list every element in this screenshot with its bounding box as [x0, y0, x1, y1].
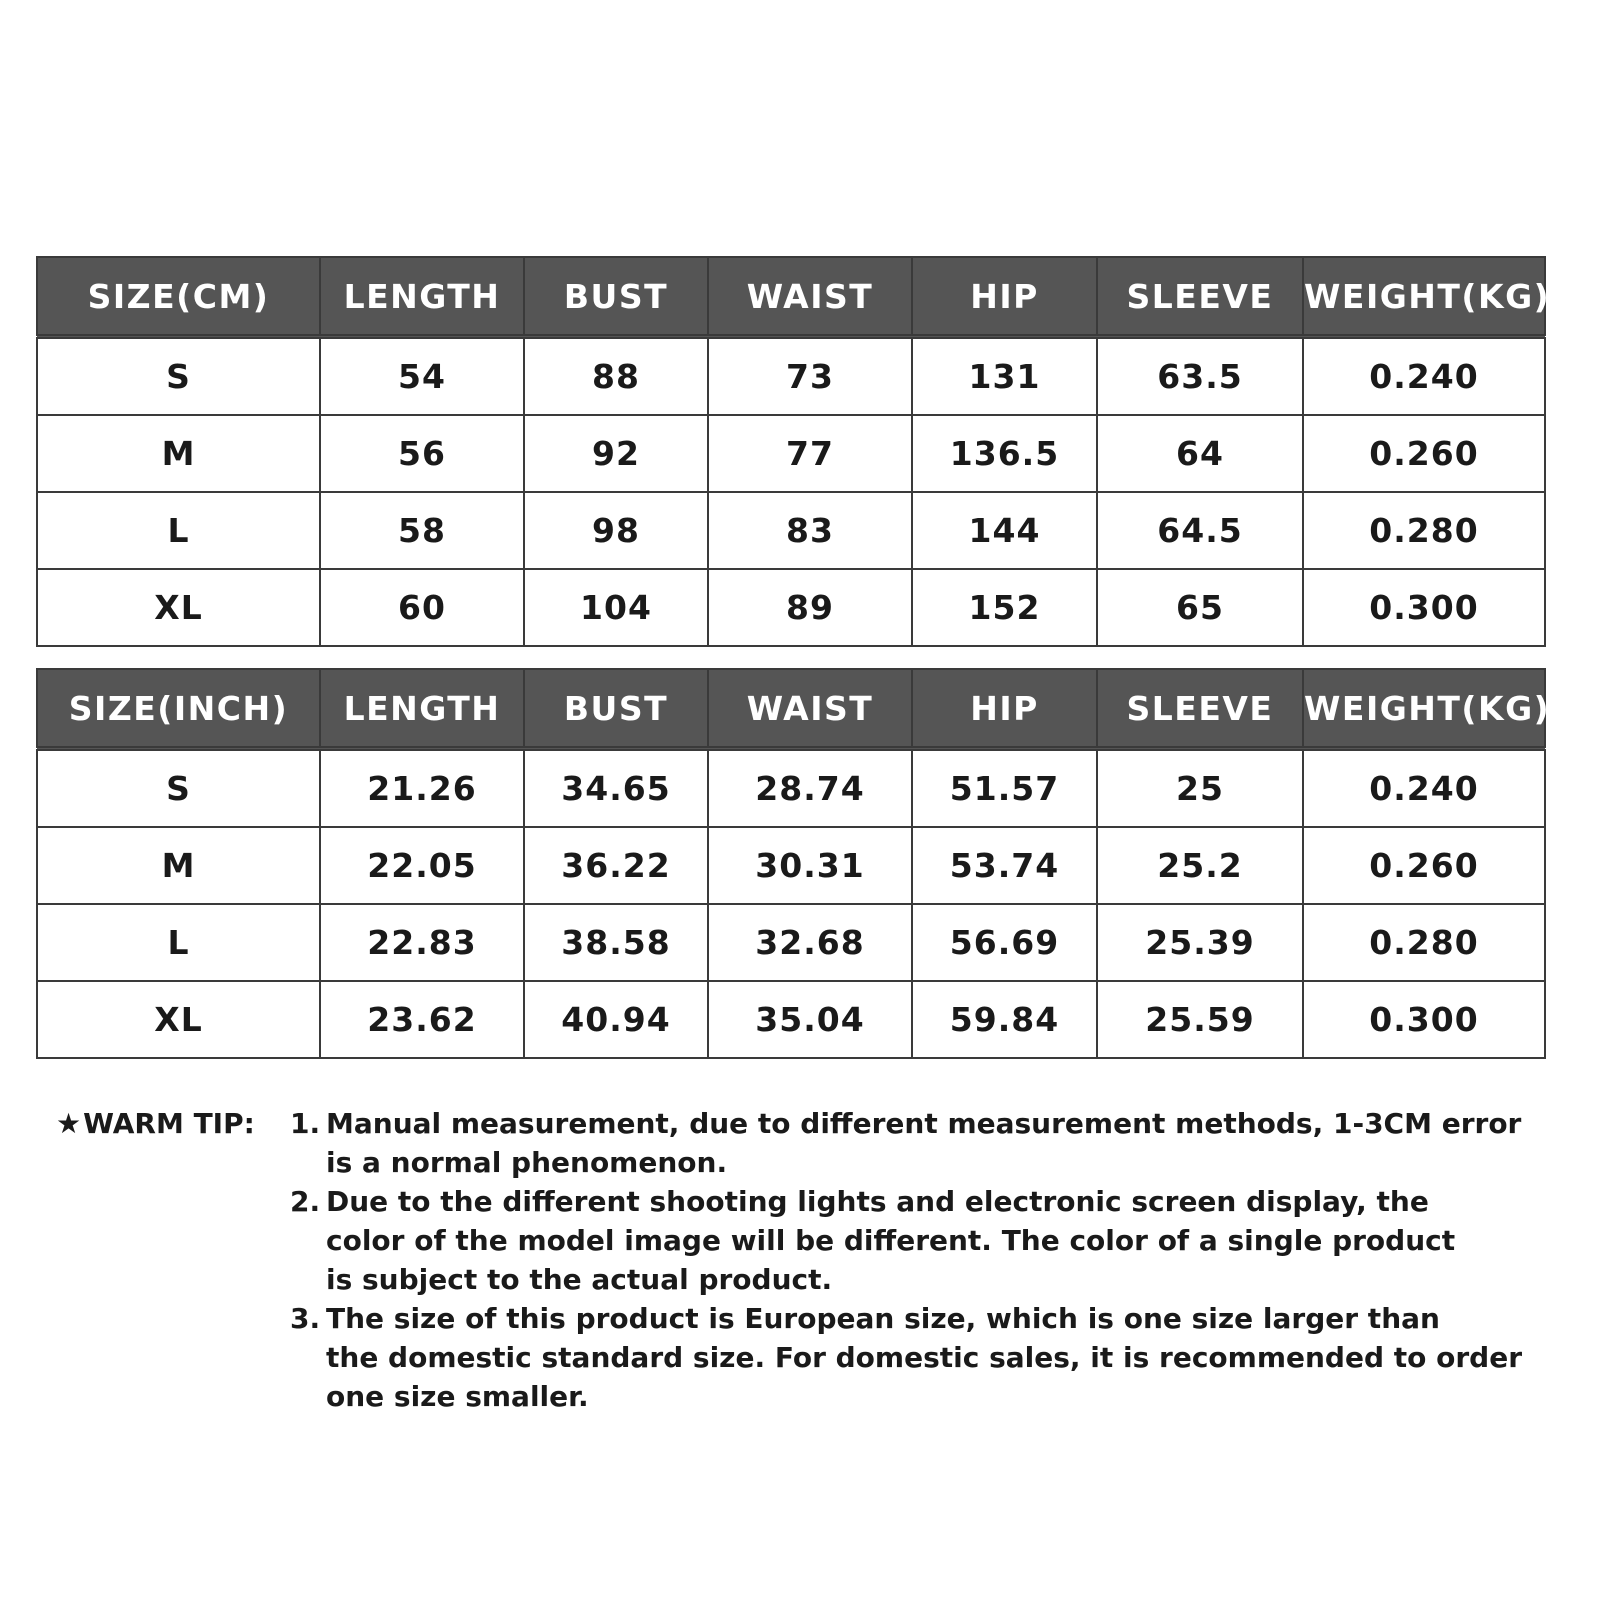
cell-hip: 56.69	[912, 904, 1097, 981]
cell-waist: 30.31	[708, 827, 912, 904]
tip-number: 3.	[290, 1302, 321, 1335]
warm-tip-title: WARM TIP:	[83, 1107, 255, 1140]
header-weight: WEIGHT(KG)	[1303, 669, 1545, 749]
tip-text-line: is subject to the actual product.	[326, 1263, 833, 1296]
table-row	[37, 337, 1545, 416]
tip-text-line: is a normal phenomenon.	[326, 1146, 728, 1179]
cell-length: 21.26	[320, 749, 524, 828]
tip-text-line: Due to the different shooting lights and electronic screen display, the	[326, 1185, 1429, 1218]
cell-sleeve: 63.5	[1097, 337, 1303, 416]
cell-length: 54	[320, 337, 524, 416]
header-length: LENGTH	[320, 669, 524, 749]
header-hip: HIP	[912, 669, 1097, 749]
cell-weight: 0.240	[1303, 337, 1545, 416]
cell-hip: 131	[912, 337, 1097, 416]
cell-sleeve: 25.39	[1097, 904, 1303, 981]
cell-length: 56	[320, 415, 524, 492]
star-icon: ★	[56, 1107, 82, 1140]
cell-hip: 144	[912, 492, 1097, 569]
table-row	[37, 827, 1545, 904]
list-item	[290, 1182, 1590, 1299]
cell-hip: 51.57	[912, 749, 1097, 828]
header-bust: BUST	[524, 257, 708, 337]
header-size: SIZE(INCH)	[37, 669, 320, 749]
cell-hip: 136.5	[912, 415, 1097, 492]
cell-waist: 89	[708, 569, 912, 646]
cell-bust: 36.22	[524, 827, 708, 904]
tip-text-line: the domestic standard size. For domestic sales, it is recommended to order	[326, 1341, 1523, 1374]
cell-bust: 104	[524, 569, 708, 646]
cell-weight: 0.300	[1303, 981, 1545, 1058]
table-row	[37, 749, 1545, 828]
header-bust: BUST	[524, 669, 708, 749]
cell-weight: 0.240	[1303, 749, 1545, 828]
tip-text-line: one size smaller.	[326, 1380, 589, 1413]
table-row	[37, 492, 1545, 569]
table-row	[37, 981, 1545, 1058]
cell-length: 58	[320, 492, 524, 569]
cell-length: 22.05	[320, 827, 524, 904]
cell-size: S	[37, 337, 320, 416]
cell-weight: 0.260	[1303, 415, 1545, 492]
cell-sleeve: 64	[1097, 415, 1303, 492]
cell-sleeve: 25.59	[1097, 981, 1303, 1058]
header-sleeve: SLEEVE	[1097, 669, 1303, 749]
cell-hip: 53.74	[912, 827, 1097, 904]
header-waist: WAIST	[708, 257, 912, 337]
cell-weight: 0.280	[1303, 492, 1545, 569]
cell-length: 22.83	[320, 904, 524, 981]
cell-bust: 92	[524, 415, 708, 492]
cell-bust: 88	[524, 337, 708, 416]
cell-bust: 34.65	[524, 749, 708, 828]
list-item	[290, 1104, 1590, 1182]
cell-size: M	[37, 415, 320, 492]
warm-tip-list	[290, 1104, 1590, 1416]
cell-size: L	[37, 492, 320, 569]
header-waist: WAIST	[708, 669, 912, 749]
table-row	[37, 415, 1545, 492]
cell-bust: 38.58	[524, 904, 708, 981]
cell-weight: 0.260	[1303, 827, 1545, 904]
cell-hip: 59.84	[912, 981, 1097, 1058]
cell-sleeve: 65	[1097, 569, 1303, 646]
header-weight: WEIGHT(KG)	[1303, 257, 1545, 337]
tip-number: 1.	[290, 1107, 321, 1140]
tip-text-line: Manual measurement, due to different measurement methods, 1-3CM error	[326, 1107, 1522, 1140]
cell-weight: 0.280	[1303, 904, 1545, 981]
cell-waist: 77	[708, 415, 912, 492]
cell-bust: 40.94	[524, 981, 708, 1058]
cell-size: M	[37, 827, 320, 904]
table-row	[37, 904, 1545, 981]
header-size: SIZE(CM)	[37, 257, 320, 337]
cell-sleeve: 25.2	[1097, 827, 1303, 904]
cell-waist: 83	[708, 492, 912, 569]
cell-waist: 28.74	[708, 749, 912, 828]
cell-size: XL	[37, 981, 320, 1058]
tip-text-line: The size of this product is European size, which is one size larger than	[326, 1302, 1440, 1335]
tip-text-line: color of the model image will be different. The color of a single product	[326, 1224, 1456, 1257]
header-sleeve: SLEEVE	[1097, 257, 1303, 337]
cell-length: 23.62	[320, 981, 524, 1058]
cell-waist: 73	[708, 337, 912, 416]
cell-weight: 0.300	[1303, 569, 1545, 646]
header-length: LENGTH	[320, 257, 524, 337]
list-item	[290, 1299, 1590, 1416]
cell-bust: 98	[524, 492, 708, 569]
header-hip: HIP	[912, 257, 1097, 337]
cell-size: S	[37, 749, 320, 828]
table-row	[37, 569, 1545, 646]
cell-sleeve: 25	[1097, 749, 1303, 828]
table-header-row	[37, 669, 1545, 749]
cell-hip: 152	[912, 569, 1097, 646]
table-header-row	[37, 257, 1545, 337]
cell-sleeve: 64.5	[1097, 492, 1303, 569]
cell-size: L	[37, 904, 320, 981]
warm-tip-label	[56, 1104, 255, 1143]
cell-waist: 35.04	[708, 981, 912, 1058]
cell-length: 60	[320, 569, 524, 646]
size-table-inch	[36, 668, 1551, 1059]
tip-number: 2.	[290, 1185, 321, 1218]
cell-waist: 32.68	[708, 904, 912, 981]
cell-size: XL	[37, 569, 320, 646]
size-table-cm	[36, 256, 1551, 647]
